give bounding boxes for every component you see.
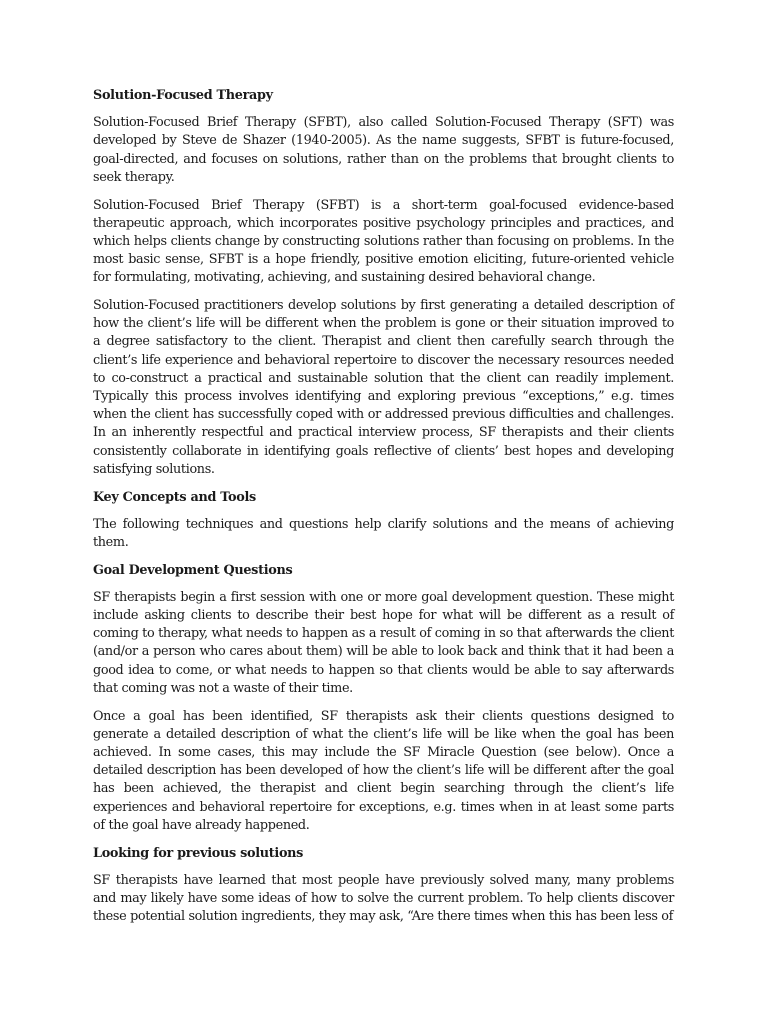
paragraph: Solution-Focused Brief Therapy (SFBT) is a short-term goal-focused evidence-based therapeutic approach, which incorporates positive psychology principles and practices, and which helps clients change by constructing solutions rather than focusing on problems. In the most basic sense, SFBT is a hope friendly, positive emotion eliciting, future-oriented vehicle for formulating, motivating, achieving, and sustaining desired behavioral change. (93, 197, 674, 286)
document-page (93, 87, 674, 936)
section-heading: Goal Development Questions (93, 562, 293, 578)
paragraph: Solution-Focused practitioners develop solutions by first generating a detailed description of how the client’s life will be different when the problem is gone or their situation improved to a degree satisfactory to the client. Therapist and client then carefully search through the client’s life experience and behavioral repertoire to discover the necessary resources needed to co-construct a practical and sustainable solution that the client can readily implement. Typically this process involves identifying and exploring previous “exceptions,” e.g. times when the client has successfully coped with or addressed previous difficulties and challenges. In an inherently respectful and practical interview process, SF therapists and their clients consistently collaborate in identifying goals reflective of clients’ best hopes and developing satisfying solutions. (93, 298, 674, 477)
section-heading: Looking for previous solutions (93, 845, 304, 861)
paragraph: The following techniques and questions help clarify solutions and the means of achieving them. (93, 516, 674, 550)
section-goal-development (93, 562, 674, 835)
paragraph: Once a goal has been identified, SF therapists ask their clients questions designed to generate a detailed description of what the client’s life will be like when the goal has been achieved. In some cases, this may include the SF Miracle Question (see below). Once a detailed description has been developed of how the client’s life will be different after the goal has been achieved, the therapist and client begin searching through the client’s life experiences and behavioral repertoire for exceptions, e.g. times when in at least some parts of the goal have already happened. (93, 708, 674, 833)
paragraph: SF therapists begin a first session with one or more goal development question. These might include asking clients to describe their best hope for what will be different as a result of coming to therapy, what needs to happen as a result of coming in so that afterwards the client (and/or a person who cares about them) will be able to look back and think that it had been a good idea to come, or what needs to happen so that clients would be able to say afterwards that coming was not a waste of their time. (93, 589, 674, 696)
section-heading: Key Concepts and Tools (93, 489, 256, 505)
section-previous-solutions (93, 845, 674, 927)
section-solution-focused-therapy (93, 87, 674, 479)
paragraph: SF therapists have learned that most people have previously solved many, many problems and may likely have some ideas of how to solve the current problem. To help clients discover these potential solution ingredients, they may ask, “Are there times when this has been less of (93, 872, 674, 925)
section-heading: Solution-Focused Therapy (93, 88, 273, 103)
paragraph: Solution-Focused Brief Therapy (SFBT), also called Solution-Focused Therapy (SFT) was developed by Steve de Shazer (1940-2005). As the name suggests, SFBT is future-focused, goal-directed, and focuses on solutions, rather than on the problems that brought clients to seek therapy. (93, 115, 674, 185)
section-key-concepts (93, 489, 674, 553)
